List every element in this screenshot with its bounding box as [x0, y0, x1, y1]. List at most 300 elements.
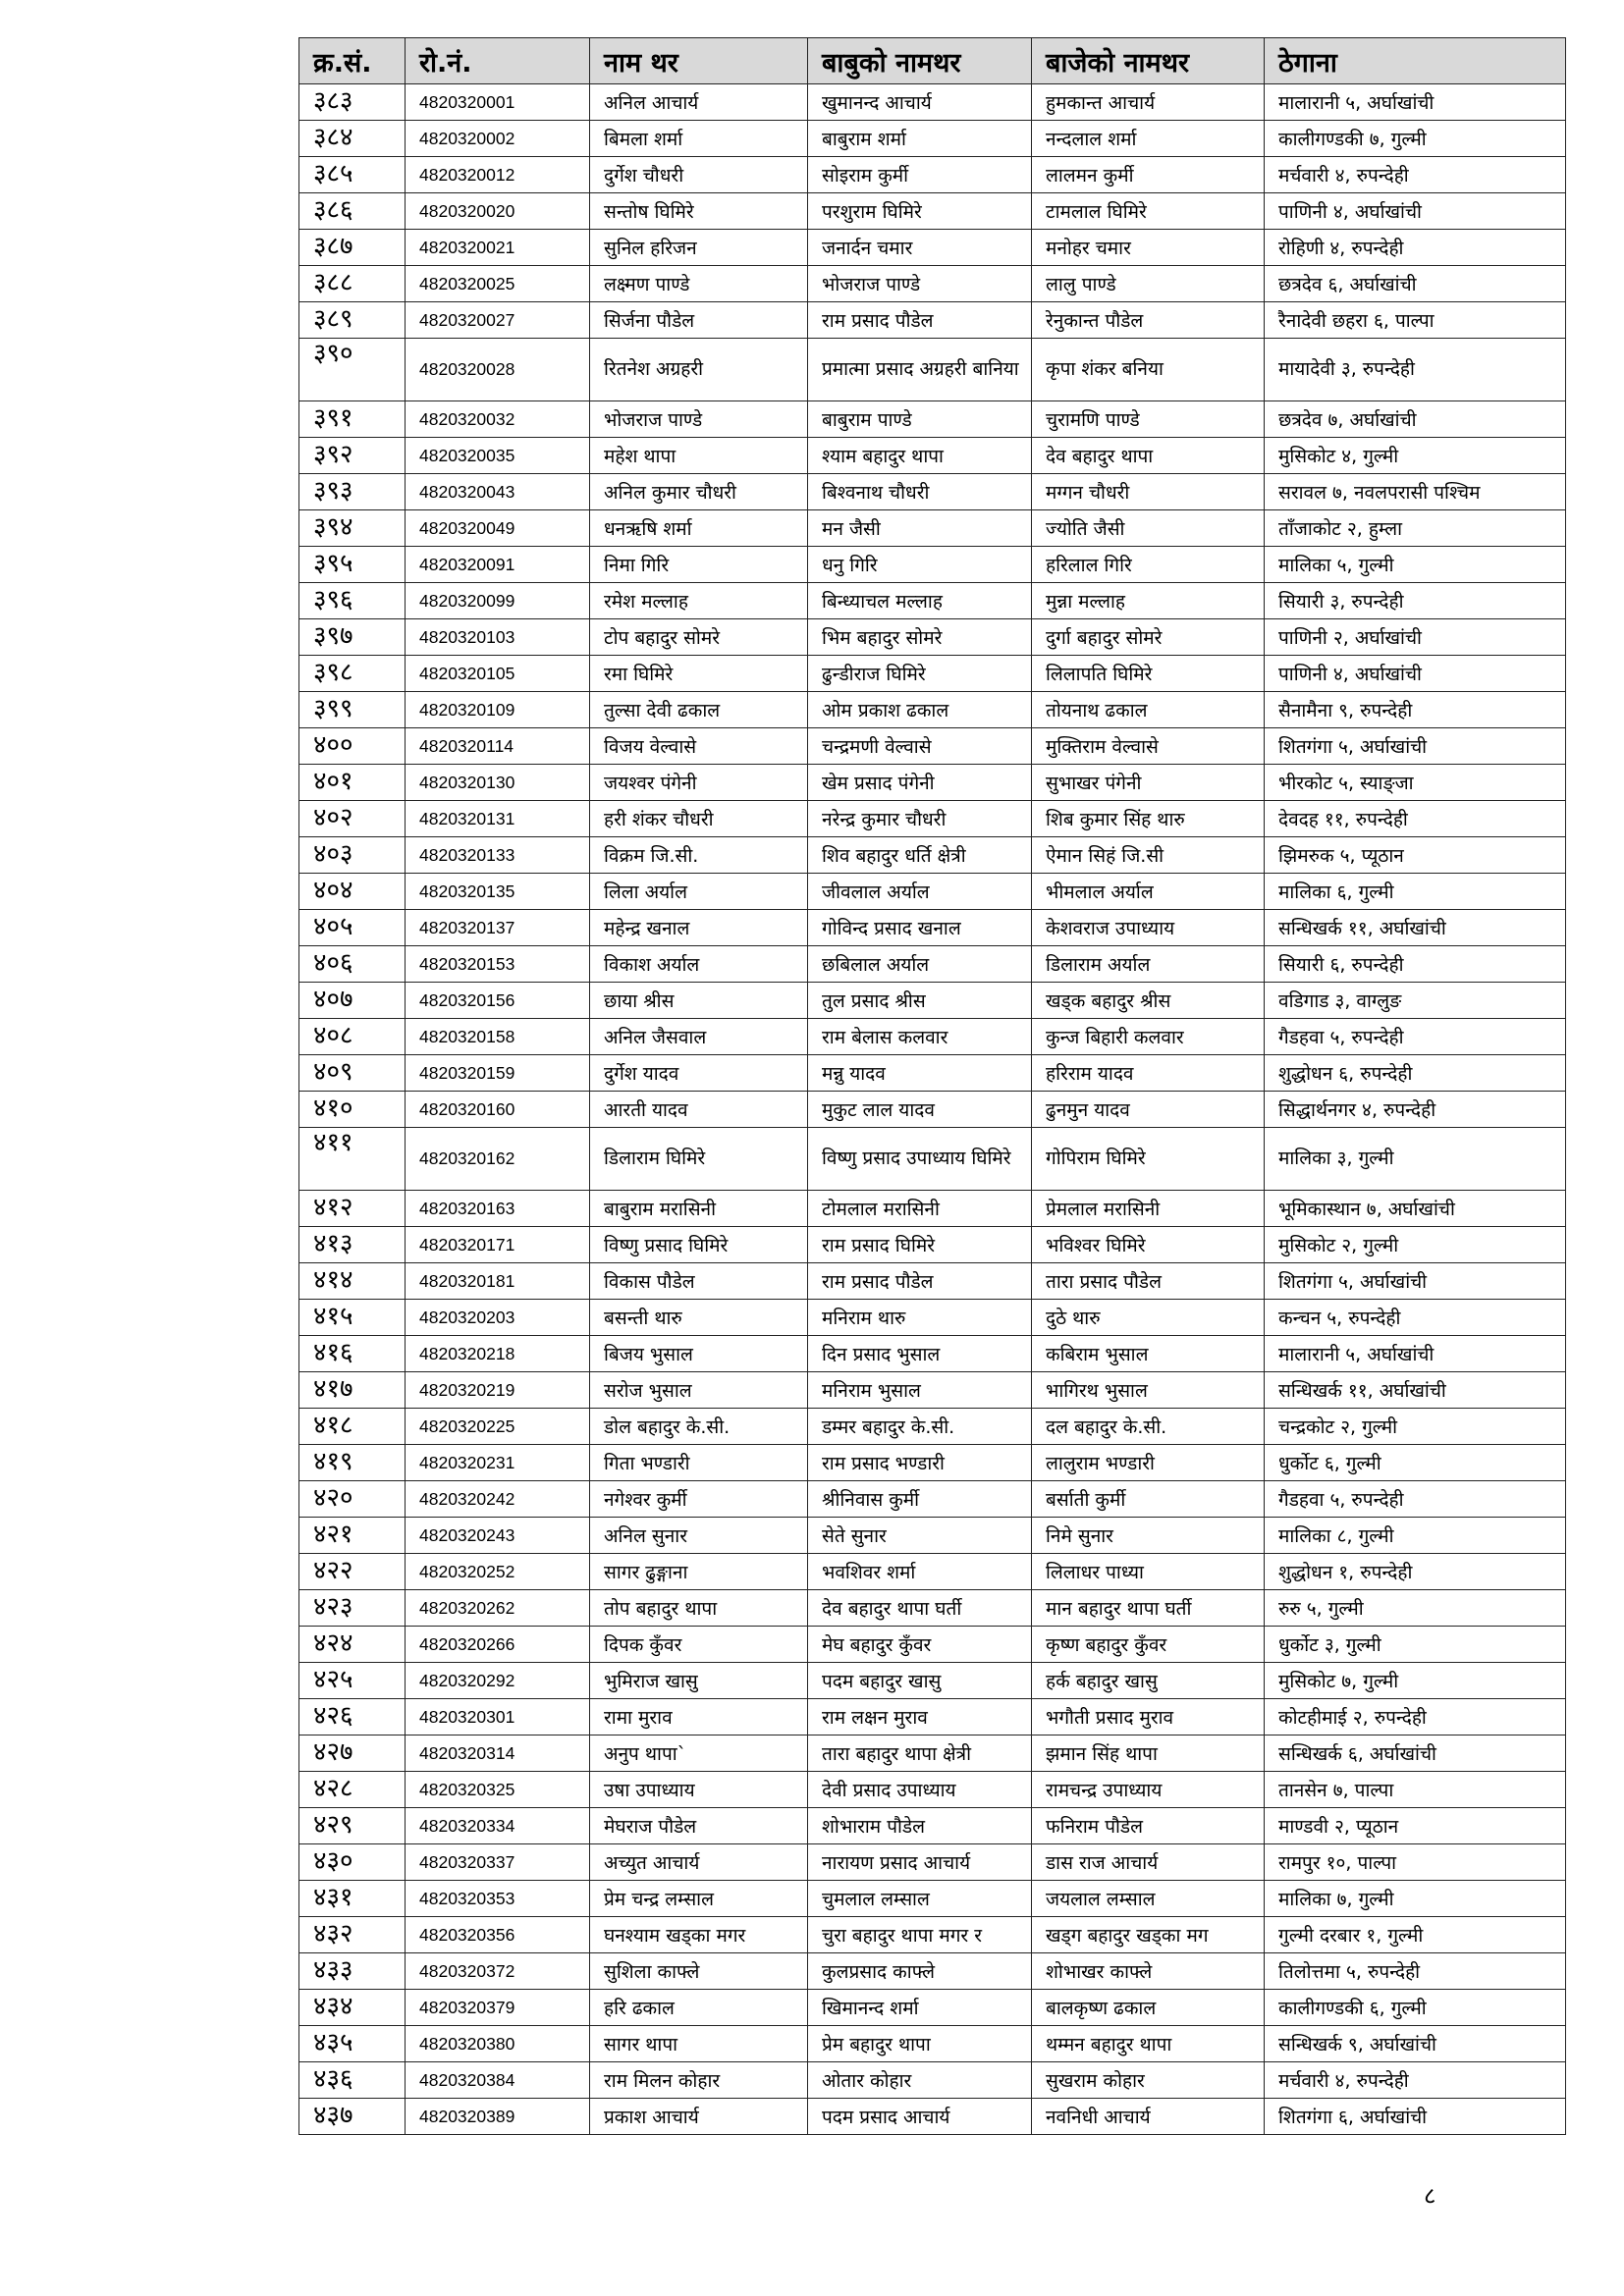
grandfather-name-cell: शोभाखर काफ्ले — [1032, 1953, 1265, 1990]
table-row — [299, 1772, 1566, 1808]
table-row — [299, 1409, 1566, 1445]
serial-number-cell: ४२६ — [299, 1699, 406, 1735]
grandfather-name-cell: भागिरथ भुसाल — [1032, 1372, 1265, 1409]
header-name: नाम थर — [590, 38, 808, 84]
grandfather-name-cell: केशवराज उपाध्याय — [1032, 910, 1265, 946]
grandfather-name-cell: बर्साती कुर्मी — [1032, 1481, 1265, 1518]
father-name-cell: राम प्रसाद भण्डारी — [808, 1445, 1032, 1481]
name-cell: सुनिल हरिजन — [590, 230, 808, 266]
grandfather-name-cell: नन्दलाल शर्मा — [1032, 121, 1265, 157]
grandfather-name-cell: सुखराम कोहार — [1032, 2062, 1265, 2099]
name-cell: महेन्द्र खनाल — [590, 910, 808, 946]
address-cell: धुर्कोट ३, गुल्मी — [1265, 1627, 1566, 1663]
name-cell: विजय वेल्वासे — [590, 728, 808, 765]
serial-number-cell: ४३३ — [299, 1953, 406, 1990]
serial-number-cell: ३९१ — [299, 401, 406, 438]
roll-number-cell: 4820320301 — [406, 1699, 590, 1735]
table-row — [299, 1844, 1566, 1881]
grandfather-name-cell: लिलापति घिमिरे — [1032, 656, 1265, 692]
grandfather-name-cell: गोपिराम घिमिरे — [1032, 1128, 1265, 1191]
address-cell: वडिगाड ३, वाग्लुङ — [1265, 983, 1566, 1019]
father-name-cell: जीवलाल अर्याल — [808, 874, 1032, 910]
name-cell: गिता भण्डारी — [590, 1445, 808, 1481]
address-cell: मालिका ३, गुल्मी — [1265, 1128, 1566, 1191]
address-cell: मालिका ५, गुल्मी — [1265, 547, 1566, 583]
address-cell: पाणिनी ४, अर्घाखांची — [1265, 193, 1566, 230]
table-row — [299, 1191, 1566, 1227]
name-cell: भुमिराज खासु — [590, 1663, 808, 1699]
grandfather-name-cell: दल बहादुर के.सी. — [1032, 1409, 1265, 1445]
table-row — [299, 2026, 1566, 2062]
address-cell: कालीगण्डकी ७, गुल्मी — [1265, 121, 1566, 157]
address-cell: देवदह ११, रुपन्देही — [1265, 801, 1566, 837]
name-cell: जयश्वर पंगेनी — [590, 765, 808, 801]
table-row — [299, 121, 1566, 157]
grandfather-name-cell: ज्योति जैसी — [1032, 510, 1265, 547]
serial-number-cell: ४२५ — [299, 1663, 406, 1699]
grandfather-name-cell: खड्ग बहादुर खड्का मग — [1032, 1917, 1265, 1953]
table-row — [299, 1263, 1566, 1300]
serial-number-cell: ४२१ — [299, 1518, 406, 1554]
serial-number-cell: ४०० — [299, 728, 406, 765]
serial-number-cell: ३८९ — [299, 302, 406, 339]
father-name-cell: चुरा बहादुर थापा मगर र — [808, 1917, 1032, 1953]
table-row — [299, 193, 1566, 230]
serial-number-cell: ४३० — [299, 1844, 406, 1881]
serial-number-cell: ४०१ — [299, 765, 406, 801]
father-name-cell: चन्द्रमणी वेल्वासे — [808, 728, 1032, 765]
father-name-cell: मेघ बहादुर कुँवर — [808, 1627, 1032, 1663]
roll-number-cell: 4820320337 — [406, 1844, 590, 1881]
name-cell: रितनेश अग्रहरी — [590, 339, 808, 401]
grandfather-name-cell: भगौती प्रसाद मुराव — [1032, 1699, 1265, 1735]
serial-number-cell: ४०८ — [299, 1019, 406, 1055]
table-body — [299, 84, 1566, 2135]
name-cell: अनिल जैसवाल — [590, 1019, 808, 1055]
serial-number-cell: ४१४ — [299, 1263, 406, 1300]
grandfather-name-cell: मुन्ना मल्लाह — [1032, 583, 1265, 619]
serial-number-cell: ३९९ — [299, 692, 406, 728]
serial-number-cell: ४१५ — [299, 1300, 406, 1336]
roll-number-cell: 4820320099 — [406, 583, 590, 619]
table-row — [299, 302, 1566, 339]
table-row — [299, 1372, 1566, 1409]
table-row — [299, 692, 1566, 728]
name-cell: विकाश अर्याल — [590, 946, 808, 983]
father-name-cell: ढुन्डीराज घिमिरे — [808, 656, 1032, 692]
father-name-cell: परशुराम घिमिरे — [808, 193, 1032, 230]
grandfather-name-cell: तोयनाथ ढकाल — [1032, 692, 1265, 728]
address-cell: गैडहवा ५, रुपन्देही — [1265, 1019, 1566, 1055]
grandfather-name-cell: फनिराम पौडेल — [1032, 1808, 1265, 1844]
father-name-cell: मनिराम भुसाल — [808, 1372, 1032, 1409]
father-name-cell: राम बेलास कलवार — [808, 1019, 1032, 1055]
roll-number-cell: 4820320028 — [406, 339, 590, 401]
serial-number-cell: ३८६ — [299, 193, 406, 230]
address-cell: मालिका ७, गुल्मी — [1265, 1881, 1566, 1917]
father-name-cell: बिश्वनाथ चौधरी — [808, 474, 1032, 510]
grandfather-name-cell: दुर्गा बहादुर सोमरे — [1032, 619, 1265, 656]
roll-number-cell: 4820320325 — [406, 1772, 590, 1808]
grandfather-name-cell: लालुराम भण्डारी — [1032, 1445, 1265, 1481]
roll-number-cell: 4820320334 — [406, 1808, 590, 1844]
father-name-cell: राम लक्षन मुराव — [808, 1699, 1032, 1735]
serial-number-cell: ३९६ — [299, 583, 406, 619]
serial-number-cell: ३८८ — [299, 266, 406, 302]
header-row — [299, 38, 1566, 84]
grandfather-name-cell: ढुनमुन यादव — [1032, 1092, 1265, 1128]
father-name-cell: दिन प्रसाद भुसाल — [808, 1336, 1032, 1372]
table-row — [299, 656, 1566, 692]
roll-number-cell: 4820320252 — [406, 1554, 590, 1590]
table-row — [299, 837, 1566, 874]
table-row — [299, 84, 1566, 121]
roll-number-cell: 4820320353 — [406, 1881, 590, 1917]
name-cell: राम मिलन कोहार — [590, 2062, 808, 2099]
address-cell: मर्चवारी ४, रुपन्देही — [1265, 2062, 1566, 2099]
roll-number-cell: 4820320133 — [406, 837, 590, 874]
grandfather-name-cell: खड्क बहादुर श्रीस — [1032, 983, 1265, 1019]
table-row — [299, 983, 1566, 1019]
table-row — [299, 1590, 1566, 1627]
header-grandfather-name: बाजेको नामथर — [1032, 38, 1265, 84]
name-cell: बिमला शर्मा — [590, 121, 808, 157]
grandfather-name-cell: देव बहादुर थापा — [1032, 438, 1265, 474]
roll-number-cell: 4820320314 — [406, 1735, 590, 1772]
serial-number-cell: ३९४ — [299, 510, 406, 547]
address-cell: भूमिकास्थान ७, अर्घाखांची — [1265, 1191, 1566, 1227]
roll-number-cell: 4820320292 — [406, 1663, 590, 1699]
father-name-cell: पदम प्रसाद आचार्य — [808, 2099, 1032, 2135]
grandfather-name-cell: रेनुकान्त पौडेल — [1032, 302, 1265, 339]
roll-number-cell: 4820320372 — [406, 1953, 590, 1990]
father-name-cell: मन्नु यादव — [808, 1055, 1032, 1092]
name-cell: उषा उपाध्याय — [590, 1772, 808, 1808]
grandfather-name-cell: हर्क बहादुर खासु — [1032, 1663, 1265, 1699]
address-cell: सरावल ७, नवलपरासी पश्चिम — [1265, 474, 1566, 510]
table-row — [299, 910, 1566, 946]
address-cell: शुद्धोधन ६, रुपन्देही — [1265, 1055, 1566, 1092]
table-row — [299, 1881, 1566, 1917]
address-cell: छत्रदेव ७, अर्घाखांची — [1265, 401, 1566, 438]
serial-number-cell: ४२४ — [299, 1627, 406, 1663]
grandfather-name-cell: थम्मन बहादुर थापा — [1032, 2026, 1265, 2062]
serial-number-cell: ४३४ — [299, 1990, 406, 2026]
name-cell: बाबुराम मरासिनी — [590, 1191, 808, 1227]
name-cell: सुशिला काफ्ले — [590, 1953, 808, 1990]
grandfather-name-cell: नवनिधी आचार्य — [1032, 2099, 1265, 2135]
address-cell: सैनामैना ९, रुपन्देही — [1265, 692, 1566, 728]
address-cell: मालिका ६, गुल्मी — [1265, 874, 1566, 910]
roll-number-cell: 4820320162 — [406, 1128, 590, 1191]
table-row — [299, 1627, 1566, 1663]
father-name-cell: तारा बहादुर थापा क्षेत्री — [808, 1735, 1032, 1772]
name-cell: रमेश मल्लाह — [590, 583, 808, 619]
table-row — [299, 1445, 1566, 1481]
table-row — [299, 1336, 1566, 1372]
roll-number-cell: 4820320091 — [406, 547, 590, 583]
serial-number-cell: ३८३ — [299, 84, 406, 121]
father-name-cell: राम प्रसाद पौडेल — [808, 1263, 1032, 1300]
header-roll-number: रो.नं. — [406, 38, 590, 84]
father-name-cell: टोमलाल मरासिनी — [808, 1191, 1032, 1227]
grandfather-name-cell: प्रेमलाल मरासिनी — [1032, 1191, 1265, 1227]
roll-number-cell: 4820320163 — [406, 1191, 590, 1227]
roll-number-cell: 4820320242 — [406, 1481, 590, 1518]
address-cell: मालारानी ५, अर्घाखांची — [1265, 1336, 1566, 1372]
header-address: ठेगाना — [1265, 38, 1566, 84]
father-name-cell: धनु गिरि — [808, 547, 1032, 583]
name-cell: प्रेम चन्द्र लम्साल — [590, 1881, 808, 1917]
table-row — [299, 1518, 1566, 1554]
serial-number-cell: ४११ — [299, 1128, 406, 1191]
roll-number-cell: 4820320012 — [406, 157, 590, 193]
name-cell: नगेश्वर कुर्मी — [590, 1481, 808, 1518]
address-cell: रोहिणी ४, रुपन्देही — [1265, 230, 1566, 266]
grandfather-name-cell: लालमन कुर्मी — [1032, 157, 1265, 193]
table-row — [299, 765, 1566, 801]
address-cell: झिमरुक ५, प्यूठान — [1265, 837, 1566, 874]
father-name-cell: बाबुराम शर्मा — [808, 121, 1032, 157]
name-cell: अनिल सुनार — [590, 1518, 808, 1554]
name-cell: लिला अर्याल — [590, 874, 808, 910]
roll-number-cell: 4820320001 — [406, 84, 590, 121]
roll-number-cell: 4820320262 — [406, 1590, 590, 1627]
name-cell: सागर ढुङ्गाना — [590, 1554, 808, 1590]
father-name-cell: ओतार कोहार — [808, 2062, 1032, 2099]
header-serial-number: क्र.सं. — [299, 38, 406, 84]
name-cell: तोप बहादुर थापा — [590, 1590, 808, 1627]
serial-number-cell: ४३२ — [299, 1917, 406, 1953]
father-name-cell: सेते सुनार — [808, 1518, 1032, 1554]
table-row — [299, 1953, 1566, 1990]
serial-number-cell: ४२३ — [299, 1590, 406, 1627]
father-name-cell: बाबुराम पाण्डे — [808, 401, 1032, 438]
grandfather-name-cell: टामलाल घिमिरे — [1032, 193, 1265, 230]
serial-number-cell: ४२२ — [299, 1554, 406, 1590]
father-name-cell: सोइराम कुर्मी — [808, 157, 1032, 193]
roll-number-cell: 4820320203 — [406, 1300, 590, 1336]
father-name-cell: राम प्रसाद घिमिरे — [808, 1227, 1032, 1263]
grandfather-name-cell: डास राज आचार्य — [1032, 1844, 1265, 1881]
grandfather-name-cell: ऐमान सिहं जि.सी — [1032, 837, 1265, 874]
address-cell: शितगंगा ५, अर्घाखांची — [1265, 728, 1566, 765]
grandfather-name-cell: चुरामणि पाण्डे — [1032, 401, 1265, 438]
serial-number-cell: ४१७ — [299, 1372, 406, 1409]
roll-number-cell: 4820320109 — [406, 692, 590, 728]
name-cell: विक्रम जि.सी. — [590, 837, 808, 874]
father-name-cell: देव बहादुर थापा घर्ती — [808, 1590, 1032, 1627]
serial-number-cell: ४१० — [299, 1092, 406, 1128]
table-row — [299, 1092, 1566, 1128]
address-cell: तिलोत्तमा ५, रुपन्देही — [1265, 1953, 1566, 1990]
table-row — [299, 1917, 1566, 1953]
roll-number-cell: 4820320389 — [406, 2099, 590, 2135]
table-row — [299, 266, 1566, 302]
address-cell: सन्धिखर्क ११, अर्घाखांची — [1265, 1372, 1566, 1409]
address-cell: धुर्कोट ६, गुल्मी — [1265, 1445, 1566, 1481]
serial-number-cell: ४३७ — [299, 2099, 406, 2135]
name-cell: डिलाराम घिमिरे — [590, 1128, 808, 1191]
address-cell: भीरकोट ५, स्याङ्जा — [1265, 765, 1566, 801]
address-cell: सियारी ६, रुपन्देही — [1265, 946, 1566, 983]
father-name-cell: गोविन्द प्रसाद खनाल — [808, 910, 1032, 946]
roll-number-cell: 4820320002 — [406, 121, 590, 157]
roll-number-cell: 4820320020 — [406, 193, 590, 230]
name-cell: महेश थापा — [590, 438, 808, 474]
serial-number-cell: ३९७ — [299, 619, 406, 656]
table-row — [299, 510, 1566, 547]
roll-number-cell: 4820320153 — [406, 946, 590, 983]
address-cell: कोटहीमाई २, रुपन्देही — [1265, 1699, 1566, 1735]
serial-number-cell: ४३५ — [299, 2026, 406, 2062]
table-row — [299, 1554, 1566, 1590]
father-name-cell: ओम प्रकाश ढकाल — [808, 692, 1032, 728]
serial-number-cell: ४२० — [299, 1481, 406, 1518]
table-row — [299, 1128, 1566, 1191]
address-cell: मालारानी ५, अर्घाखांची — [1265, 84, 1566, 121]
serial-number-cell: ४०९ — [299, 1055, 406, 1092]
grandfather-name-cell: मनोहर चमार — [1032, 230, 1265, 266]
address-cell: कन्चन ५, रुपन्देही — [1265, 1300, 1566, 1336]
grandfather-name-cell: मान बहादुर थापा घर्ती — [1032, 1590, 1265, 1627]
table-row — [299, 1055, 1566, 1092]
address-cell: गुल्मी दरबार १, गुल्मी — [1265, 1917, 1566, 1953]
serial-number-cell: ४१३ — [299, 1227, 406, 1263]
table-row — [299, 946, 1566, 983]
grandfather-name-cell: मग्गन चौधरी — [1032, 474, 1265, 510]
address-cell: सन्धिखर्क ६, अर्घाखांची — [1265, 1735, 1566, 1772]
address-cell: कालीगण्डकी ६, गुल्मी — [1265, 1990, 1566, 2026]
table-row — [299, 474, 1566, 510]
table-row — [299, 339, 1566, 401]
address-cell: मर्चवारी ४, रुपन्देही — [1265, 157, 1566, 193]
father-name-cell: मन जैसी — [808, 510, 1032, 547]
address-cell: सियारी ३, रुपन्देही — [1265, 583, 1566, 619]
name-cell: सिर्जना पौडेल — [590, 302, 808, 339]
serial-number-cell: ४०७ — [299, 983, 406, 1019]
name-cell: सन्तोष घिमिरे — [590, 193, 808, 230]
table-row — [299, 2099, 1566, 2135]
roll-number-cell: 4820320103 — [406, 619, 590, 656]
table-row — [299, 1990, 1566, 2026]
father-name-cell: मुकुट लाल यादव — [808, 1092, 1032, 1128]
serial-number-cell: ३८७ — [299, 230, 406, 266]
table-row — [299, 547, 1566, 583]
name-cell: निमा गिरि — [590, 547, 808, 583]
header-father-name: बाबुको नामथर — [808, 38, 1032, 84]
name-cell: टोप बहादुर सोमरे — [590, 619, 808, 656]
name-cell: सरोज भुसाल — [590, 1372, 808, 1409]
table-row — [299, 583, 1566, 619]
table-row — [299, 230, 1566, 266]
address-cell: छत्रदेव ६, अर्घाखांची — [1265, 266, 1566, 302]
name-cell: बसन्ती थारु — [590, 1300, 808, 1336]
address-cell: पाणिनी २, अर्घाखांची — [1265, 619, 1566, 656]
name-cell: घनश्याम खड्का मगर — [590, 1917, 808, 1953]
address-cell: तानसेन ७, पाल्पा — [1265, 1772, 1566, 1808]
grandfather-name-cell: कृष्ण बहादुर कुँवर — [1032, 1627, 1265, 1663]
table-row — [299, 874, 1566, 910]
serial-number-cell: ३८५ — [299, 157, 406, 193]
table-row — [299, 1300, 1566, 1336]
roll-number-cell: 4820320231 — [406, 1445, 590, 1481]
address-cell: ताँजाकोट २, हुम्ला — [1265, 510, 1566, 547]
name-cell: सागर थापा — [590, 2026, 808, 2062]
grandfather-name-cell: कुन्ज बिहारी कलवार — [1032, 1019, 1265, 1055]
candidate-table — [298, 37, 1566, 2135]
roll-number-cell: 4820320105 — [406, 656, 590, 692]
father-name-cell: शोभाराम पौडेल — [808, 1808, 1032, 1844]
name-cell: अनिल कुमार चौधरी — [590, 474, 808, 510]
roll-number-cell: 4820320379 — [406, 1990, 590, 2026]
name-cell: भोजराज पाण्डे — [590, 401, 808, 438]
grandfather-name-cell: कृपा शंकर बनिया — [1032, 339, 1265, 401]
serial-number-cell: ४२७ — [299, 1735, 406, 1772]
father-name-cell: पदम बहादुर खासु — [808, 1663, 1032, 1699]
roll-number-cell: 4820320027 — [406, 302, 590, 339]
serial-number-cell: ४०२ — [299, 801, 406, 837]
serial-number-cell: ३८४ — [299, 121, 406, 157]
address-cell: सन्धिखर्क ११, अर्घाखांची — [1265, 910, 1566, 946]
table-row — [299, 1663, 1566, 1699]
table-row — [299, 1227, 1566, 1263]
address-cell: शितगंगा ६, अर्घाखांची — [1265, 2099, 1566, 2135]
roll-number-cell: 4820320130 — [406, 765, 590, 801]
grandfather-name-cell: भीमलाल अर्याल — [1032, 874, 1265, 910]
roll-number-cell: 4820320356 — [406, 1917, 590, 1953]
roll-number-cell: 4820320171 — [406, 1227, 590, 1263]
roll-number-cell: 4820320384 — [406, 2062, 590, 2099]
roll-number-cell: 4820320043 — [406, 474, 590, 510]
grandfather-name-cell: लिलाधर पाध्या — [1032, 1554, 1265, 1590]
table-row — [299, 1808, 1566, 1844]
table-row — [299, 2062, 1566, 2099]
name-cell: बिजय भुसाल — [590, 1336, 808, 1372]
address-cell: सिद्धार्थनगर ४, रुपन्देही — [1265, 1092, 1566, 1128]
table-row — [299, 728, 1566, 765]
address-cell: रुरु ५, गुल्मी — [1265, 1590, 1566, 1627]
name-cell: अच्युत आचार्य — [590, 1844, 808, 1881]
father-name-cell: भवशिवर शर्मा — [808, 1554, 1032, 1590]
name-cell: मेघराज पौडेल — [590, 1808, 808, 1844]
table-row — [299, 1699, 1566, 1735]
father-name-cell: बिन्ध्याचल मल्लाह — [808, 583, 1032, 619]
serial-number-cell: ४३१ — [299, 1881, 406, 1917]
grandfather-name-cell: हुमकान्त आचार्य — [1032, 84, 1265, 121]
father-name-cell: भोजराज पाण्डे — [808, 266, 1032, 302]
roll-number-cell: 4820320380 — [406, 2026, 590, 2062]
table-row — [299, 1481, 1566, 1518]
name-cell: दुर्गेश यादव — [590, 1055, 808, 1092]
father-name-cell: छबिलाल अर्याल — [808, 946, 1032, 983]
roll-number-cell: 4820320035 — [406, 438, 590, 474]
serial-number-cell: ४१२ — [299, 1191, 406, 1227]
page-number: ८ — [1424, 2182, 1436, 2210]
grandfather-name-cell: डिलाराम अर्याल — [1032, 946, 1265, 983]
serial-number-cell: ४०४ — [299, 874, 406, 910]
name-cell: डोल बहादुर के.सी. — [590, 1409, 808, 1445]
roll-number-cell: 4820320181 — [406, 1263, 590, 1300]
name-cell: लक्ष्मण पाण्डे — [590, 266, 808, 302]
grandfather-name-cell: शिब कुमार सिंह थारु — [1032, 801, 1265, 837]
address-cell: पाणिनी ४, अर्घाखांची — [1265, 656, 1566, 692]
father-name-cell: कुलप्रसाद काफ्ले — [808, 1953, 1032, 1990]
roll-number-cell: 4820320025 — [406, 266, 590, 302]
father-name-cell: देवी प्रसाद उपाध्याय — [808, 1772, 1032, 1808]
father-name-cell: श्रीनिवास कुर्मी — [808, 1481, 1032, 1518]
roll-number-cell: 4820320158 — [406, 1019, 590, 1055]
